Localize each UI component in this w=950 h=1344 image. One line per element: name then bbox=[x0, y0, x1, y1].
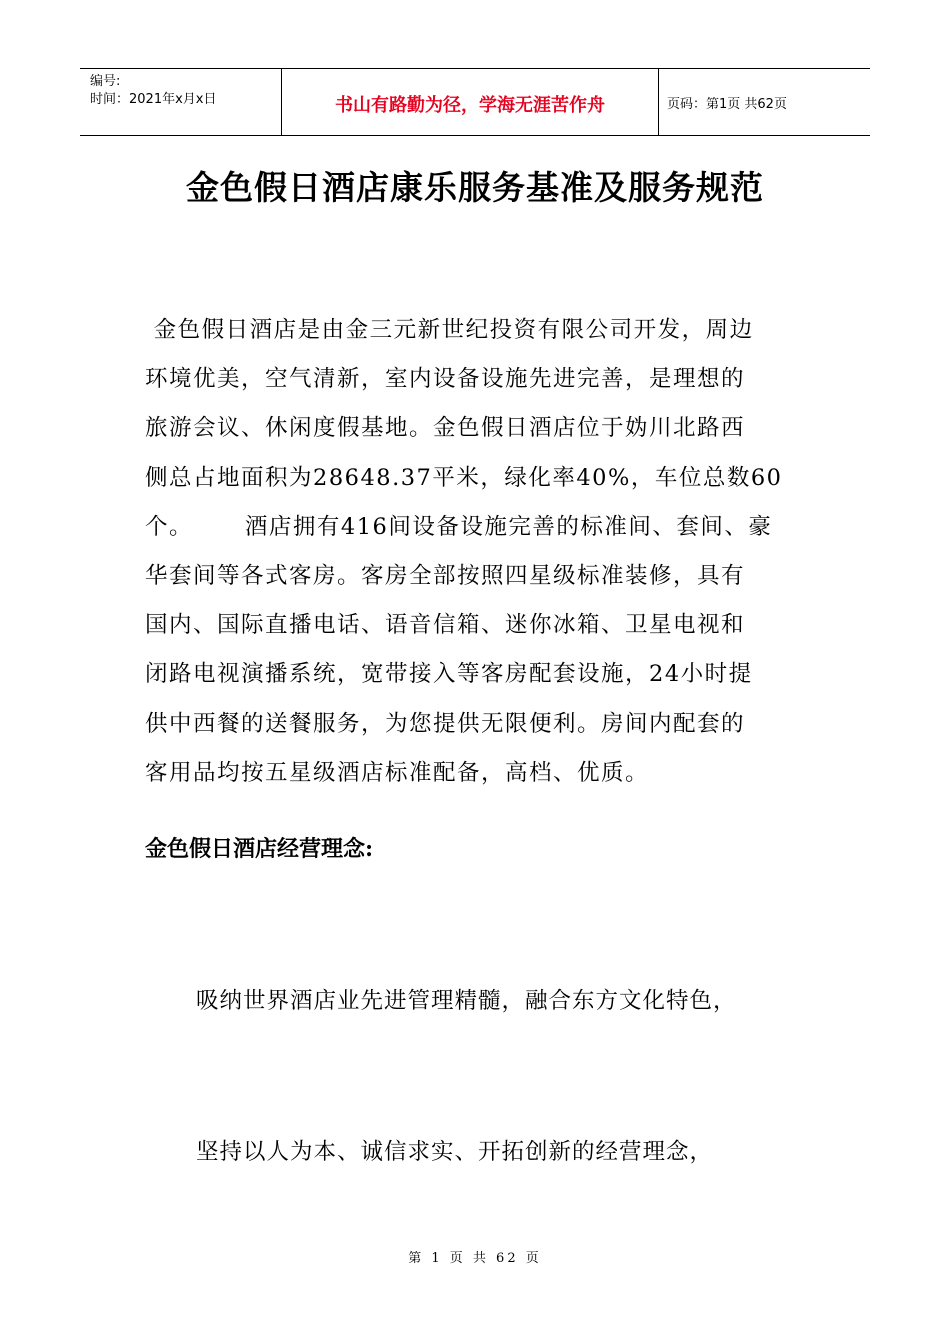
intro-line: 供中西餐的送餐服务，为您提供无限便利。房间内配套的 bbox=[145, 710, 746, 737]
document-number-label: 编号: bbox=[90, 74, 121, 89]
section-heading: 金色假日酒店经营理念: bbox=[145, 836, 374, 862]
slogan-line: 吸纳世界酒店业先进管理精髓，融合东方文化特色， bbox=[196, 988, 737, 1014]
intro-line: 闭路电视演播系统，宽带接入等客房配套设施，24小时提 bbox=[145, 661, 753, 688]
intro-line: 华套间等各式客房。客房全部按照四星级标准装修，具有 bbox=[145, 563, 746, 590]
document-header bbox=[80, 68, 870, 136]
intro-line: 旅游会议、休闲度假基地。金色假日酒店位于妫川北路西 bbox=[145, 415, 746, 442]
intro-line: 客用品均按五星级酒店标准配备，高档、优质。 bbox=[145, 759, 650, 786]
slogan-line: 坚持以人为本、诚信求实、开拓创新的经营理念， bbox=[196, 1139, 714, 1165]
intro-line: 个。 酒店拥有416间设备设施完善的标准间、套间、豪 bbox=[145, 513, 773, 540]
document-title: 金色假日酒店康乐服务基准及服务规范 bbox=[186, 168, 764, 207]
header-page-info: 页码：第1页 共62页 bbox=[667, 96, 787, 112]
intro-paragraph bbox=[145, 306, 810, 798]
intro-line: 国内、国际直播电话、语音信箱、迷你冰箱、卫星电视和 bbox=[145, 612, 746, 639]
intro-line: 侧总占地面积为28648.37平米，绿化率40%，车位总数60 bbox=[145, 464, 783, 491]
page-footer: 第 1 页 共 62 页 bbox=[408, 1251, 542, 1266]
document-date: 时间：2021年x月x日 bbox=[90, 92, 217, 107]
header-motto: 书山有路勤为径，学海无涯苦作舟 bbox=[282, 69, 659, 135]
header-meta-cell bbox=[80, 69, 282, 135]
intro-line: 金色假日酒店是由金三元新世纪投资有限公司开发，周边 bbox=[145, 317, 754, 343]
intro-line: 环境优美，空气清新，室内设备设施先进完善，是理想的 bbox=[145, 366, 746, 393]
